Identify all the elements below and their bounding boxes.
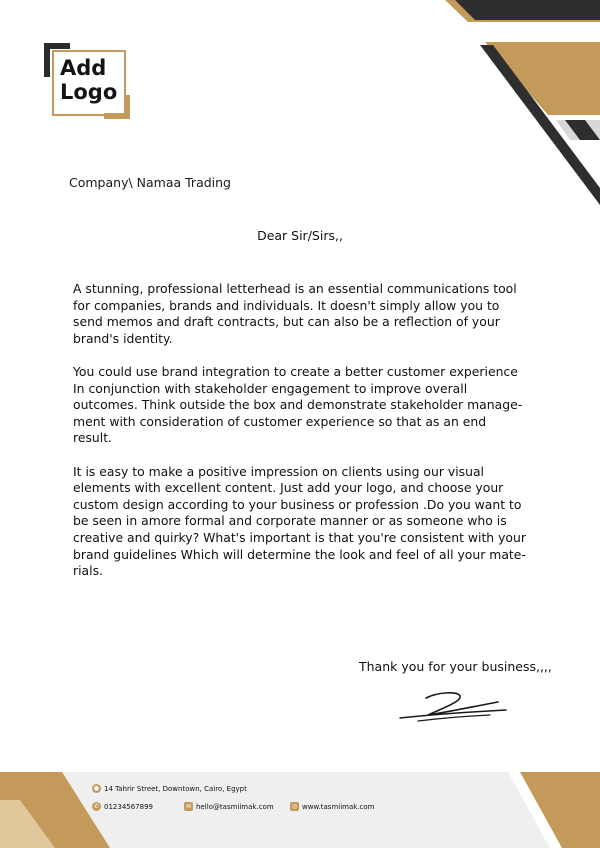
logo-line-1: Add xyxy=(60,56,107,80)
footer-website xyxy=(290,802,375,811)
company-name: Company\ Namaa Trading xyxy=(69,175,231,190)
salutation: Dear Sir/Sirs,, xyxy=(257,228,343,243)
logo xyxy=(60,56,120,104)
footer-email xyxy=(184,802,274,811)
location-pin-icon: ● xyxy=(93,785,100,792)
paragraph-2: You could use brand integration to create a better customer experience In conjunction with stakeholder engagement to improve overall outcomes. Think outside the box and demonstrate stakeholder manage- ment with consideration of customer experience so that as an end result. xyxy=(73,363,523,446)
globe-icon: ◎ xyxy=(291,803,298,810)
paragraph-3: It is easy to make a positive impression on clients using our visual elements with excellent content. Just add your logo, and choose your custom design according to your business or profession .Do you want to be seen in amore formal and corporate manner or as someone who is creative and quirky? What's important is that you're consistent with your brand guidelines Which will determine the look and feel of all your mate- rials. xyxy=(73,463,526,579)
phone-icon: ✆ xyxy=(93,803,100,810)
address-text: 14 Tahrir Street, Downtown, Cairo, Egypt xyxy=(104,784,247,793)
closing: Thank you for your business,,,, xyxy=(359,659,552,674)
website-text[interactable]: www.tasmiimak.com xyxy=(302,802,375,811)
right-gold-block xyxy=(485,42,600,115)
footer-address xyxy=(92,784,247,793)
top-dark-band xyxy=(455,0,600,20)
signature xyxy=(398,688,508,728)
phone-text: 01234567899 xyxy=(104,802,153,811)
logo-line-2: Logo xyxy=(60,80,118,104)
paragraph-1: A stunning, professional letterhead is an essential communications tool for companies, brands and individuals. It doesn't simply allow you to send memos and draft contracts, but can also be a reflection of your brand's identity. xyxy=(73,281,517,346)
footer-phone xyxy=(92,802,153,811)
envelope-icon: ✉ xyxy=(185,803,192,810)
email-text[interactable]: hello@tasmiimak.com xyxy=(196,802,274,811)
letter-body xyxy=(73,281,533,596)
